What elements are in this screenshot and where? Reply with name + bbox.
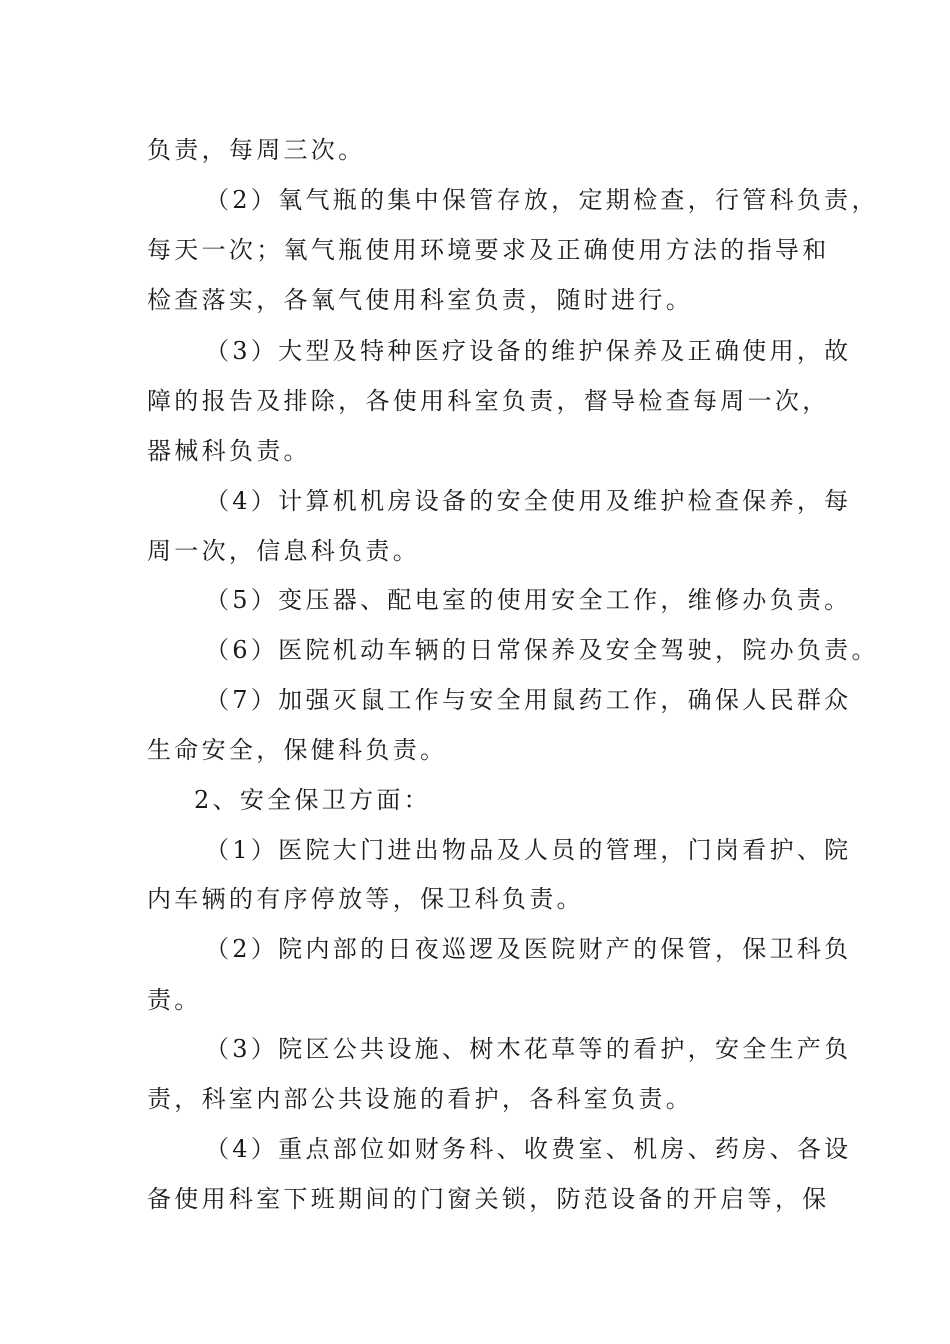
text-line: （7）加强灭鼠工作与安全用鼠药工作，确保人民群众 (205, 686, 852, 714)
section-heading: 2、安全保卫方面： (194, 786, 431, 814)
text-line: 周一次，信息科负责。 (147, 537, 420, 565)
text-line: 检查落实，各氧气使用科室负责，随时进行。 (147, 286, 693, 314)
text-line: 生命安全，保健科负责。 (147, 736, 448, 764)
text-line: （4）重点部位如财务科、收费室、机房、药房、各设 (205, 1135, 852, 1163)
text-line: （1）医院大门进出物品及人员的管理，门岗看护、院 (205, 836, 852, 864)
text-line: 备使用科室下班期间的门窗关锁，防范设备的开启等，保 (147, 1185, 830, 1213)
text-line: （3）院区公共设施、树木花草等的看护，安全生产负 (205, 1035, 852, 1063)
text-line: （4）计算机机房设备的安全使用及维护检查保养，每 (205, 487, 852, 515)
text-line: 责，科室内部公共设施的看护，各科室负责。 (147, 1085, 693, 1113)
text-line: 器械科负责。 (147, 437, 311, 465)
text-line: （2）氧气瓶的集中保管存放，定期检查，行管科负责， (205, 186, 879, 214)
text-line: 内车辆的有序停放等，保卫科负责。 (147, 885, 584, 913)
text-line: 责。 (147, 986, 202, 1014)
text-line: 每天一次；氧气瓶使用环境要求及正确使用方法的指导和 (147, 236, 830, 264)
text-line: 障的报告及排除，各使用科室负责，督导检查每周一次， (147, 387, 830, 415)
text-line: （3）大型及特种医疗设备的维护保养及正确使用，故 (205, 337, 852, 365)
text-line: 负责，每周三次。 (147, 136, 366, 164)
text-line: （5）变压器、配电室的使用安全工作，维修办负责。 (205, 586, 852, 614)
text-line: （2）院内部的日夜巡逻及医院财产的保管，保卫科负 (205, 935, 852, 963)
text-line: （6）医院机动车辆的日常保养及安全驾驶，院办负责。 (205, 636, 879, 664)
